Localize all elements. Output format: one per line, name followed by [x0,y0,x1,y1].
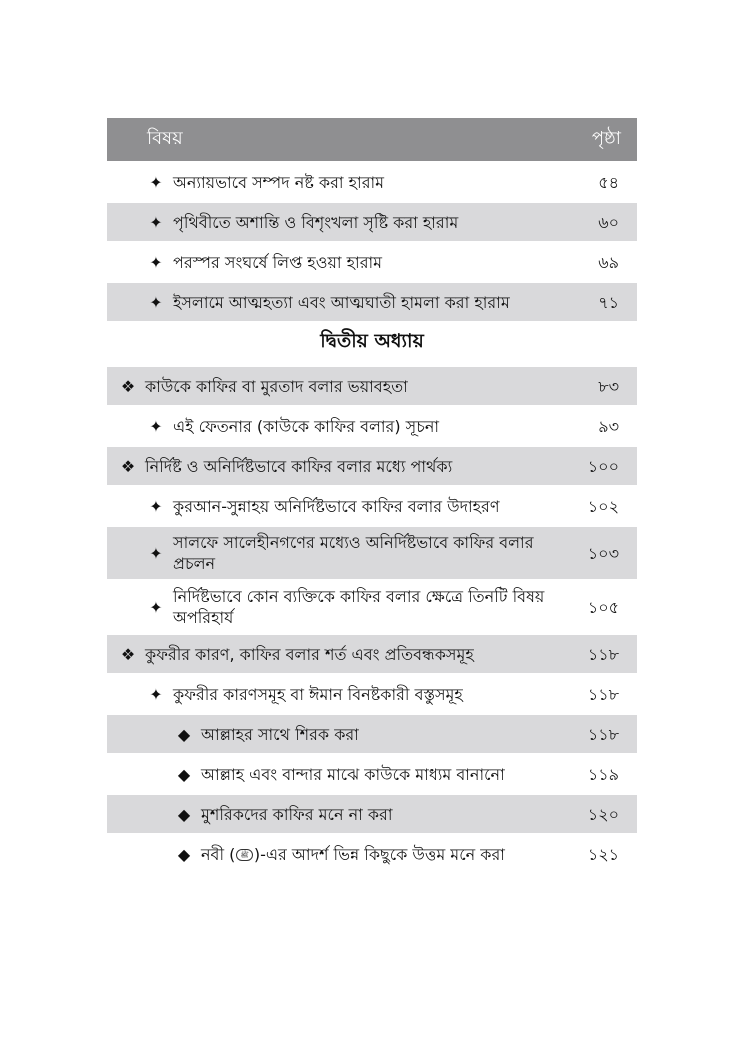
toc-entry-page: ১১৯ [587,764,619,784]
toc-entry-page: ৯৩ [598,416,619,436]
toc-entry[interactable] [107,283,637,321]
honorific-seal: ﷺ [236,849,252,861]
toc-entry[interactable] [107,635,637,673]
chapter-heading: দ্বিতীয় অধ্যায় [320,330,424,352]
page-column-label: পৃষ্ঠা [591,128,621,149]
toc-entry-page: ১০০ [587,456,619,476]
star-bullet-icon: ✦ [149,416,163,436]
toc-entry[interactable] [107,447,637,485]
toc-entry-title: আল্লাহ এবং বান্দার মাঝে কাউকে মাধ্যম বানানো [201,764,505,784]
toc-entry-title: নির্দিষ্ট ও অনির্দিষ্টভাবে কাফির বলার মধ্যে পার্থক্য [145,456,453,476]
toc-entry-title [195,844,579,865]
toc-entry-title: অন্যায়ভাবে সম্পদ নষ্ট করা হারাম [173,172,385,192]
title-prefix: নবী ( [201,844,236,864]
star-bullet-icon: ✦ [149,172,163,192]
star-bullet-icon: ✦ [149,543,163,563]
ornament-bullet-icon: ❖ [120,456,136,476]
toc-entry-title: সালফে সালেহীনগণের মধ্যেও অনির্দিষ্টভাবে কাফির বলার প্রচলন [173,533,534,573]
diamond-bullet-icon: ◆ [177,764,191,784]
toc-entry[interactable] [107,163,637,201]
toc-entry[interactable] [107,407,637,445]
toc-entry[interactable] [107,675,637,713]
toc-entry-title: এই ফেতনার (কাউকে কাফির বলার) সূচনা [173,416,440,436]
toc-entry[interactable] [107,367,637,405]
toc-entry-page: ১০৩ [587,543,619,563]
title-suffix: )-এর আদর্শ ভিন্ন কিছুকে উত্তম মনে করা [253,844,505,864]
toc-entry[interactable] [107,835,637,873]
toc-entry[interactable] [107,203,637,241]
toc-entry-page: ১২১ [587,844,619,864]
toc-entry-title: পৃথিবীতে অশান্তি ও বিশৃংখলা সৃষ্টি করা হারাম [173,212,459,232]
toc-entry-page: ৬০ [598,212,619,232]
star-bullet-icon: ✦ [149,597,163,617]
toc-entry-page: ১১৮ [587,644,619,664]
toc-entry[interactable] [107,795,637,833]
toc-entry-page: ৫৪ [598,172,619,192]
toc-entry-page: ১০২ [587,496,619,516]
toc-entry[interactable] [107,715,637,753]
toc-header [107,118,637,161]
toc-entry-title: পরস্পর সংঘর্ষে লিপ্ত হওয়া হারাম [173,252,383,272]
table-of-contents [107,118,637,873]
star-bullet-icon: ✦ [149,496,163,516]
toc-entry-page: ৭১ [598,292,619,312]
toc-entry[interactable] [107,755,637,793]
toc-entry[interactable] [107,243,637,281]
ornament-bullet-icon: ❖ [120,376,136,396]
ornament-bullet-icon: ❖ [120,644,136,664]
toc-entry-page: ১১৮ [587,684,619,704]
toc-entry[interactable] [107,581,637,633]
diamond-bullet-icon: ◆ [177,724,191,744]
toc-entry-title: আল্লাহর সাথে শিরক করা [201,724,359,744]
toc-entry-page: ১২০ [587,804,619,824]
toc-entry-title: কাউকে কাফির বা মুরতাদ বলার ভয়াবহতা [145,376,408,396]
toc-entry[interactable] [107,527,637,579]
star-bullet-icon: ✦ [149,212,163,232]
star-bullet-icon: ✦ [149,252,163,272]
toc-entry-title: মুশরিকদের কাফির মনে না করা [201,804,393,824]
toc-entry-title: কুরআন-সুন্নাহয় অনির্দিষ্টভাবে কাফির বলার উদাহরণ [173,496,500,516]
toc-entry-page: ৬৯ [598,252,619,272]
toc-entry-page: ১১৮ [587,724,619,744]
toc-entry-page: ১০৫ [587,597,619,617]
toc-entry-title: ইসলামে আত্মহত্যা এবং আত্মঘাতী হামলা করা হারাম [173,292,510,312]
diamond-bullet-icon: ◆ [177,804,191,824]
diamond-bullet-icon: ◆ [177,844,191,864]
star-bullet-icon: ✦ [149,292,163,312]
toc-entry-page: ৮৩ [598,376,619,396]
toc-entry-title: কুফরীর কারণসমূহ বা ঈমান বিনষ্টকারী বস্তুসমূহ [173,684,463,704]
toc-entry[interactable] [107,487,637,525]
toc-entry-title: কুফরীর কারণ, কাফির বলার শর্ত এবং প্রতিবন্ধকসমূহ [145,644,474,664]
toc-entry-title: নির্দিষ্টভাবে কোন ব্যক্তিকে কাফির বলার ক্ষেত্রে তিনটি বিষয় অপরিহার্য [173,587,545,627]
star-bullet-icon: ✦ [149,684,163,704]
topic-column-label: বিষয় [147,128,183,149]
